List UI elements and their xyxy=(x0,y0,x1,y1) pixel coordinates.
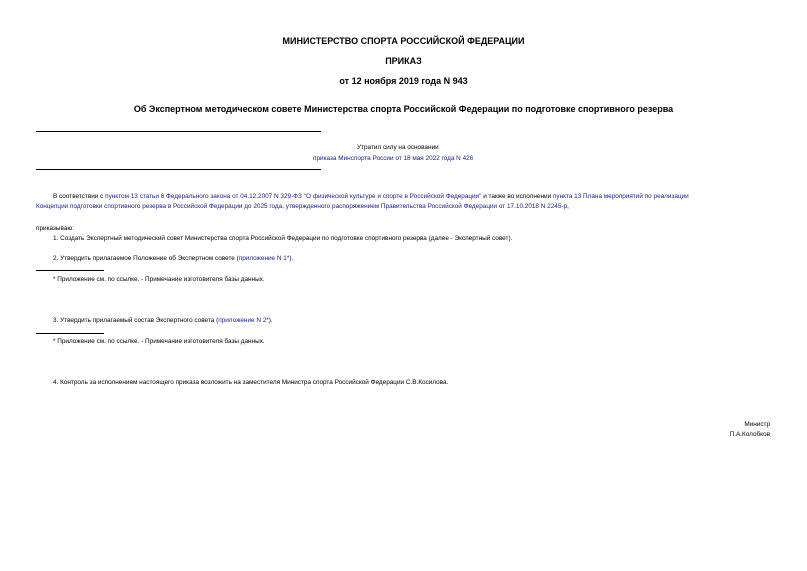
item-2 xyxy=(53,254,293,263)
order-word: приказываю: xyxy=(36,225,74,232)
document-type: ПРИКАЗ xyxy=(385,56,422,66)
preamble-concept-link[interactable]: Концепции подготовки спортивного резерва в Российской Федерации до 2025 года, утвержденного распоряжением Правительства Российской Федерации от 17.10.2018 N 2245-р xyxy=(36,203,568,210)
preamble-line-2 xyxy=(36,202,569,211)
ministry-name: МИНИСТЕРСТВО СПОРТА РОССИЙСКОЙ ФЕДЕРАЦИИ xyxy=(282,36,525,46)
footnote-divider-2 xyxy=(36,333,104,334)
footnote-2: * Приложение см. по ссылке. - Примечание изготовителя базы данных. xyxy=(53,338,265,345)
document-date-number: от 12 ноября 2019 года N 943 xyxy=(339,76,468,86)
preamble-line-1 xyxy=(53,192,689,201)
footnote-divider-1 xyxy=(36,270,104,271)
item-3-text: 3. Утвердить прилагаемый состав Экспертного совета ( xyxy=(53,317,219,324)
document-title: Об Экспертном методическом совете Министерства спорта Российской Федерации по подготовке спортивного резерва xyxy=(133,104,674,114)
item-1: 1. Создать Экспертный методический совет Министерства спорта Российской Федерации по подготовке спортивного резерва (далее - Экспертный совет). xyxy=(53,235,513,242)
item-2-appendix-link[interactable]: приложение N 1* xyxy=(238,255,290,262)
preamble-law-link[interactable]: пунктом 13 статьи 6 Федерального закона от 04.12.2007 N 329-ФЗ "О физической культуре и спорте в Российской Федерации" xyxy=(105,193,482,200)
divider-bottom xyxy=(36,169,321,170)
preamble-plan-link[interactable]: пункта 13 Плана мероприятий по реализации xyxy=(552,193,689,200)
status-note-line: Утратил силу на основании xyxy=(357,144,439,151)
divider-top xyxy=(36,131,321,132)
preamble-text-1: В соответствии с xyxy=(53,193,106,200)
preamble-text-2: и также во исполнении xyxy=(481,193,553,200)
signature-position: Министр xyxy=(744,421,770,428)
item-2-suffix: ). xyxy=(289,255,294,262)
item-3-appendix-link[interactable]: приложение N 2* xyxy=(218,317,269,324)
footnote-1: * Приложение см. по ссылке. - Примечание изготовителя базы данных. xyxy=(53,276,265,283)
preamble-text-3: , xyxy=(567,203,569,210)
item-4: 4. Контроль за исполнением настоящего приказа возложить на заместителя Министра спорта Российской Федерации С.В.Косилова. xyxy=(53,379,449,386)
signature-name: П.А.Колобков xyxy=(729,431,770,438)
item-3-suffix: ). xyxy=(268,317,273,324)
item-2-text: 2. Утвердить прилагаемое Положение об Экспертном совете ( xyxy=(53,255,239,262)
item-3 xyxy=(53,316,273,325)
status-note-link[interactable]: приказа Минспорта России от 18 мая 2022 года N 426 xyxy=(313,155,474,162)
